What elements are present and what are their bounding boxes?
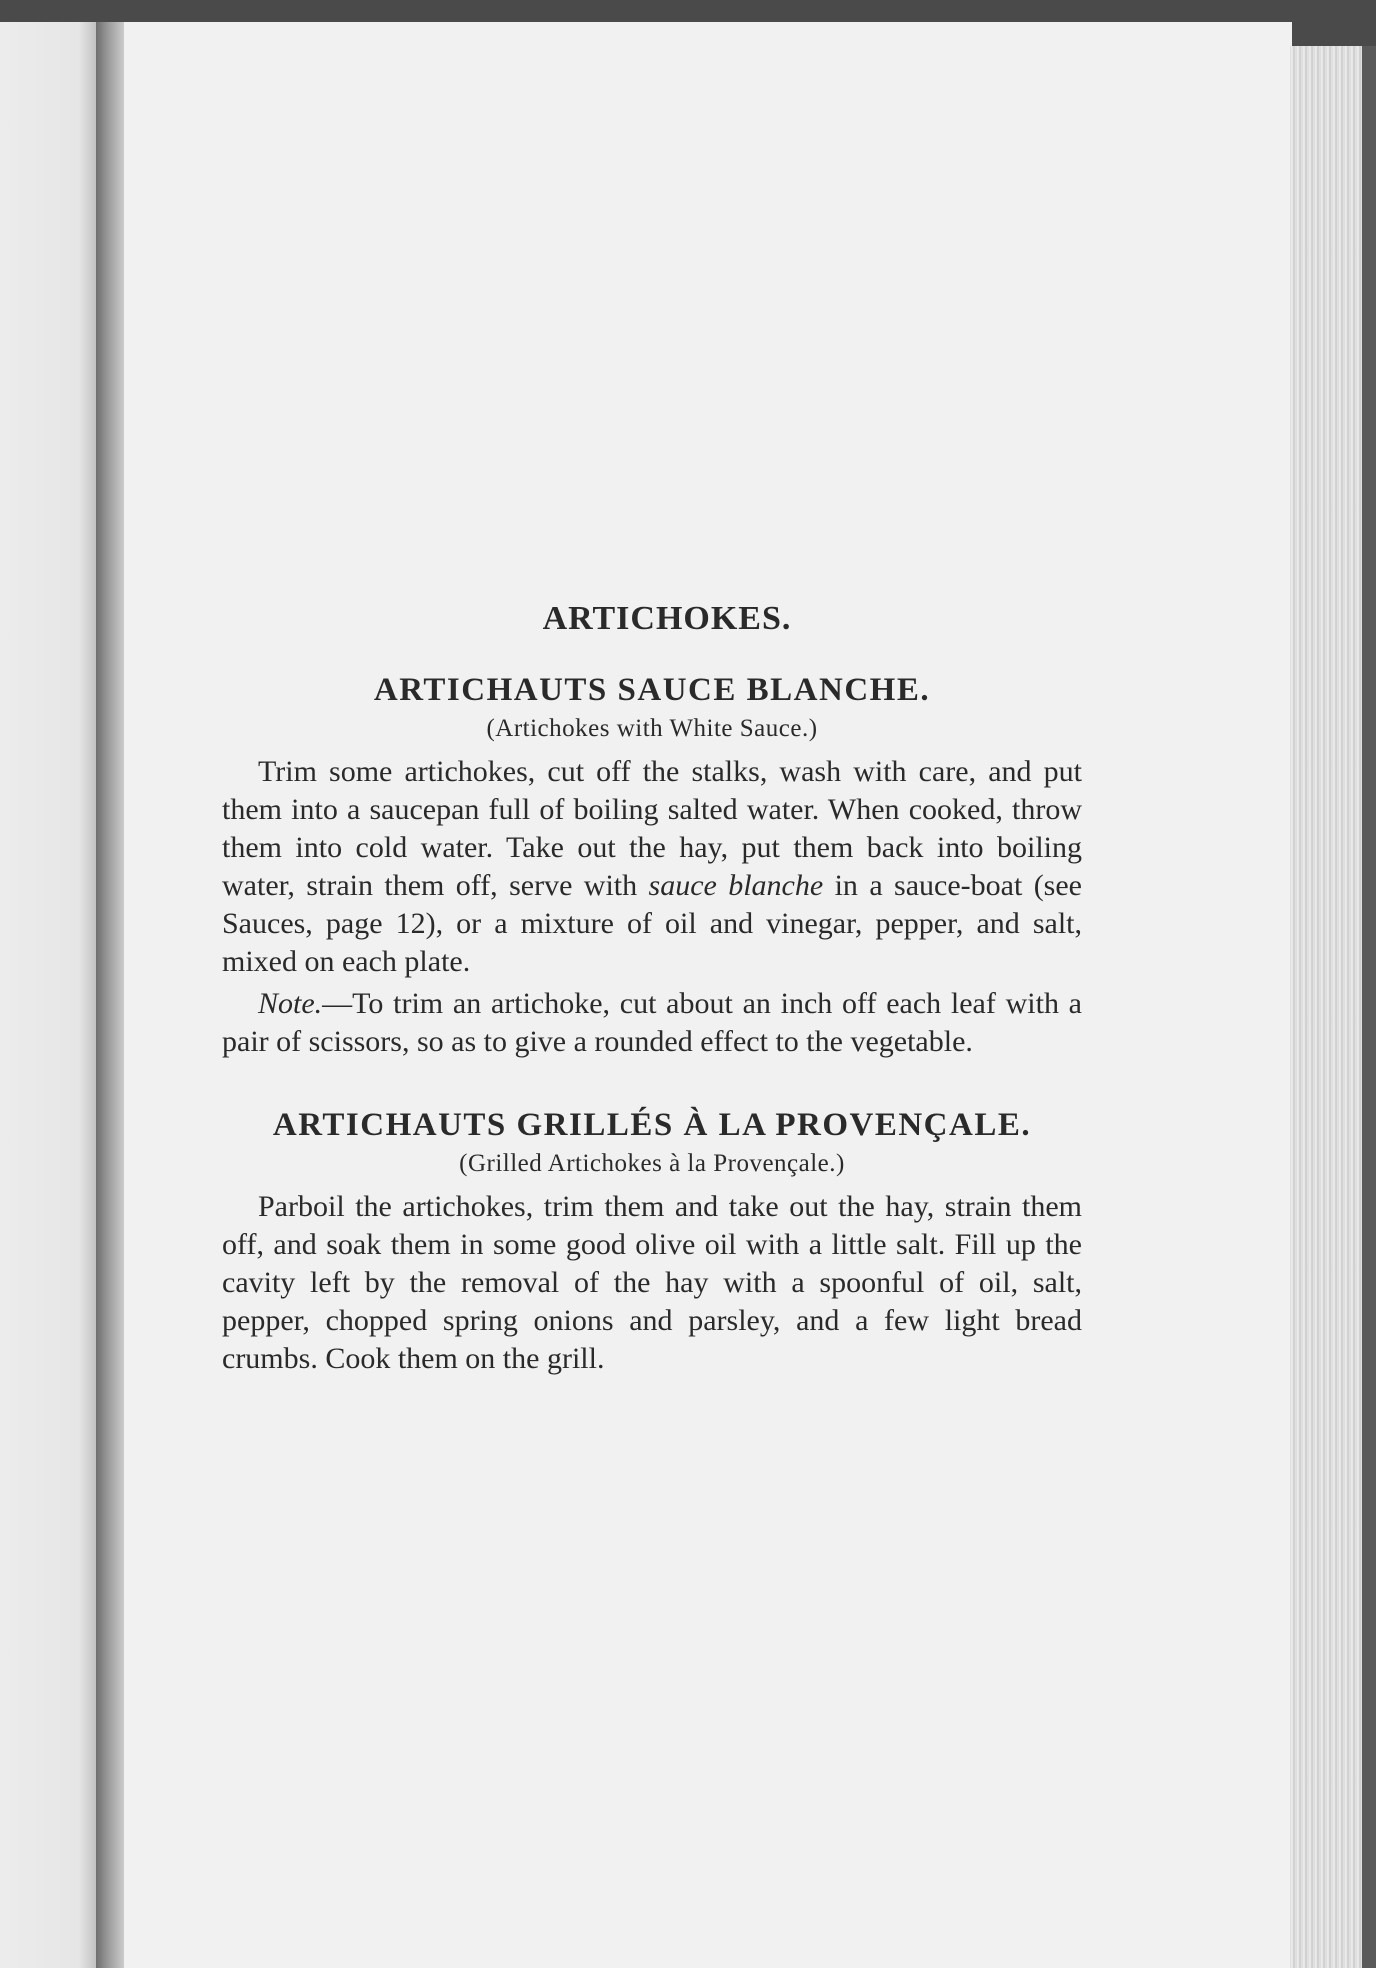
instructions-text: Trim some artichokes, cut off the stalks, wash with care, and put them into a saucepan full of boiling salted water. When cooked, throw them into cold water. Take out the hay, put them back into boiling water, strain them off, serve with <box>222 755 1082 902</box>
instructions-italic-term: sauce blanche <box>648 869 824 902</box>
recipe-subtitle: (Grilled Artichokes à la Provençale.) <box>459 1150 845 1177</box>
page-edge-shadow <box>1362 46 1376 1968</box>
chapter-title: ARTICHOKES. <box>542 600 792 637</box>
note-label: Note. <box>258 987 323 1020</box>
page-fore-edge <box>1290 46 1362 1968</box>
book-gutter <box>96 22 126 1968</box>
recipe-instructions <box>222 753 1082 981</box>
note-text: —To trim an artichoke, cut about an inch off each leaf with a pair of scissors, so as to give a rounded effect to the vegetable. <box>222 987 1082 1058</box>
instructions-text-continued: in a sauce-boat (see Sauces, page 12), or a mixture of oil and vinegar, pepper, and salt, mixed on each plate. <box>222 869 1082 978</box>
page-text <box>222 600 1082 1378</box>
recipe-instructions: Parboil the artichokes, trim them and take out the hay, strain them off, and soak them in some good olive oil with a little salt. Fill up the cavity left by the removal of the hay with a spoonful of oil, salt, pepper, chopped spring onions and parsley, and a few light bread crumbs. Cook them on the grill. <box>222 1190 1082 1375</box>
recipe-title: ARTICHAUTS GRILLÉS À LA PROVENÇALE. <box>272 1107 1032 1143</box>
section-spacer <box>222 1061 1082 1107</box>
recipe-subtitle: (Artichokes with White Sauce.) <box>486 715 818 742</box>
recipe-artichauts-grilles <box>222 1107 1082 1378</box>
recipe-title: ARTICHAUTS SAUCE BLANCHE. <box>373 672 931 708</box>
recipe-note <box>222 985 1082 1061</box>
recipe-artichauts-sauce-blanche <box>222 672 1082 1061</box>
